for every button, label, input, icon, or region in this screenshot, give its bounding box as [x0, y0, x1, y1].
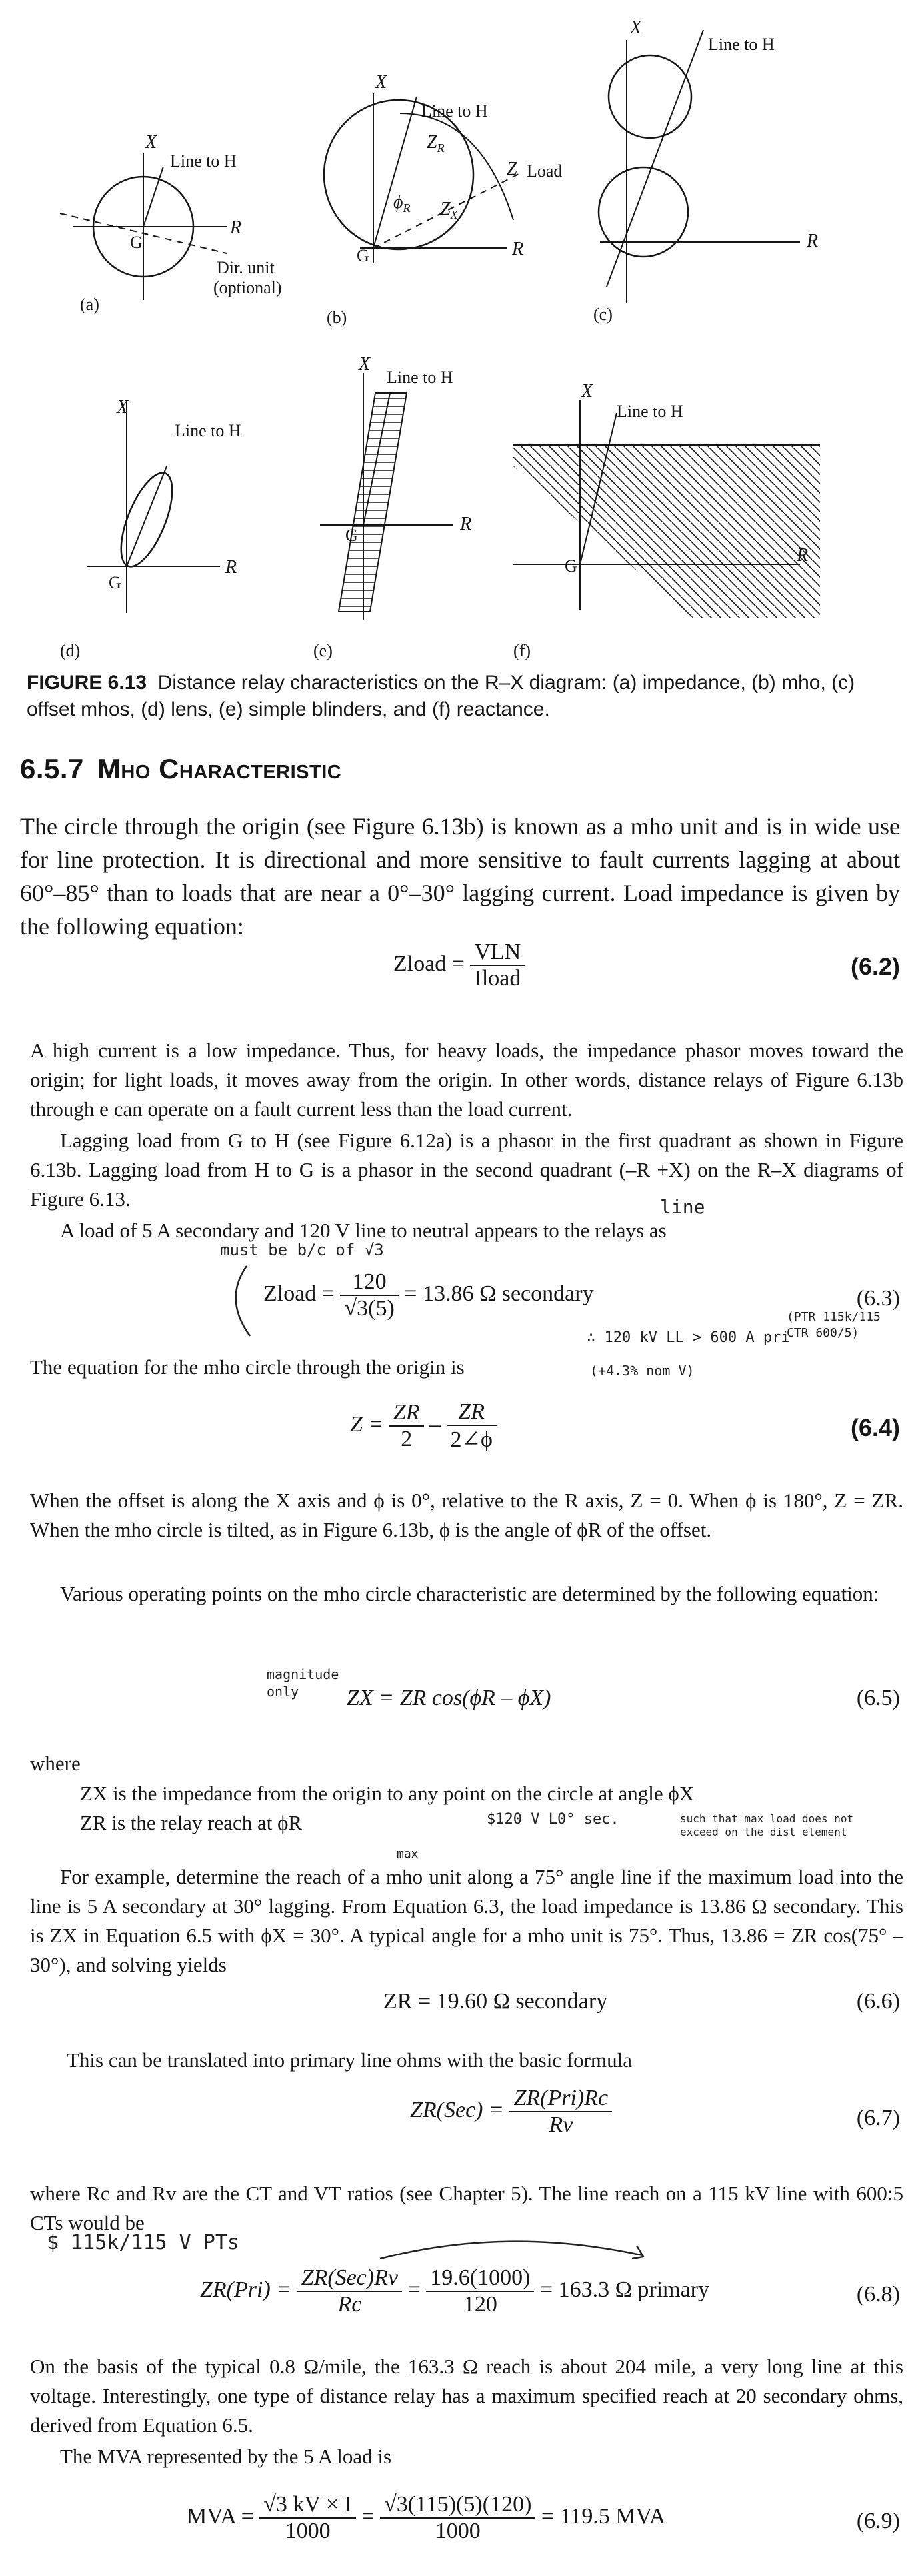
eq64-num2: ZR: [447, 1399, 497, 1426]
panel-b-line-label: Line to H: [421, 101, 488, 121]
panel-b-phi-label: $\phi_R$: [393, 192, 411, 215]
eq69-den1: 1000: [285, 2519, 331, 2543]
panel-f-letter: (f): [513, 641, 531, 660]
where-item-1: ZX is the impedance from the origin to any point on the circle at angle ϕX: [80, 1782, 695, 1805]
equation-6-8-label: (6.8): [856, 2282, 900, 2307]
panel-a-line-to-h: [143, 167, 163, 227]
paragraph-9: For example, determine the reach of a mho unit along a 75° angle line if the maximum load into the line is 5 A secondary at 30° lagging. From Equation 6.3, the load impedance is 13.86 Ω secondary. This is ZX in Equation 6.5 with ϕX = 30°. A typical angle for a mho unit is 75°. Thus, 13.86 = ZR cos(75° – 30°), and solving yields: [30, 1865, 903, 1976]
panel-d-origin: G: [109, 573, 121, 592]
panel-c-line-label: Line to H: [708, 35, 775, 54]
panel-e-line-label: Line to H: [387, 368, 453, 387]
panel-f-x-label: X: [581, 381, 593, 402]
eq68-lhs: ZR(Pri) =: [200, 2277, 292, 2302]
panel-b-x-label: X: [375, 72, 387, 93]
paragraph-3: Lagging load from G to H (see Figure 6.12a) is a phasor in the first quadrant as shown in Figure 6.13b. Lagging load from H to G is a phasor in the second quadrant (–R +X) on the R–X diagrams of Figure 6.13.: [30, 1129, 903, 1211]
eq63-num: 120: [340, 1269, 398, 1296]
equation-6-6-label: (6.6): [856, 1989, 900, 2014]
panel-a-letter: (a): [80, 295, 99, 314]
panel-a-line-label: Line to H: [170, 151, 237, 171]
equation-6-9: MVA = $\frac{√3 kV \times I}{1000}$ = $\frac{√3(115)(5)(120)}{1000}$ = 119.5 MVA: [187, 2492, 666, 2543]
panel-c-letter: (c): [593, 305, 613, 324]
paragraph-11: where Rc and Rv are the CT and VT ratios (see Chapter 5). The line reach on a 115 kV line with 600:5 CTs would be: [30, 2182, 903, 2234]
equation-6-2-label: (6.2): [850, 953, 900, 980]
eq69-num2: √3(115)(5)(120): [380, 2492, 535, 2519]
panel-e-x-label: X: [359, 354, 371, 374]
section-number: 6.5.7: [20, 753, 84, 784]
panel-a-r-label: R: [230, 217, 242, 238]
panel-c-lower-circle: [599, 167, 688, 257]
handwriting-arrow: [373, 2229, 653, 2269]
handwriting-120kv: ∴ 120 kV LL > 600 A pri: [587, 1329, 790, 1346]
equation-6-4-label: (6.4): [850, 1414, 900, 1441]
panel-c-x-label: X: [630, 17, 642, 38]
paragraph-12: On the basis of the typical 0.8 Ω/mile, the 163.3 Ω reach is about 204 mile, a very long line at this voltage. Interestingly, one type of distance relay has a maximum specified reach at 20 secondary ohms, derived from Equation 6.5.: [30, 2355, 903, 2437]
eq63-lhs: Zload =: [263, 1281, 335, 1306]
panel-e-line-to-h: [363, 393, 390, 525]
eq68-num2: 19.6(1000): [426, 2265, 534, 2292]
panel-b-mho-circle: [324, 100, 473, 249]
eq62-num: VLN: [470, 940, 525, 966]
eq63-rhs: = 13.86 Ω secondary: [404, 1281, 594, 1306]
panel-b: [324, 72, 562, 327]
eq68-num1: ZR(Sec)Rv: [297, 2265, 402, 2292]
handwriting-max: max: [397, 1847, 419, 1861]
paragraph-where: where: [30, 1752, 81, 1775]
equation-6-2: [393, 940, 525, 991]
where-item-2: ZR is the relay reach at ϕR: [80, 1811, 303, 1834]
eq69-rhs: = 119.5 MVA: [541, 2503, 666, 2529]
panel-a-dir-unit-label-1: Dir. unit: [217, 258, 275, 277]
paragraph-1: The circle through the origin (see Figure 6.13b) is known as a mho unit and is in wide use for line protection. It is directional and more sensitive to fault currents lagging at about 60°–85° than to loads that are near a 0°–30° lagging current. Load impedance is given by the following equation:: [20, 813, 900, 940]
panel-e-r-label: R: [460, 514, 472, 534]
eq62-lhs: Zload =: [393, 951, 465, 976]
equation-6-3: [263, 1269, 594, 1321]
handwriting-must-be: must be b/c of √3: [220, 1241, 384, 1259]
panel-d-r-label: R: [225, 557, 237, 578]
paragraph-5: The equation for the mho circle through the origin is: [30, 1355, 465, 1379]
handwriting-magnitude: magnitude only: [267, 1666, 339, 1700]
paragraph-4: A load of 5 A secondary and 120 V line to neutral appears to the relays as: [60, 1219, 667, 1242]
eq64-num1: ZR: [389, 1400, 424, 1427]
section-heading: [20, 753, 341, 785]
eq64-den2: 2∠ϕ: [450, 1427, 493, 1452]
figure-6-13: [0, 0, 920, 660]
equation-6-5: [347, 1686, 551, 1711]
figure-caption: [27, 670, 893, 723]
paragraph-6: When the offset is along the X axis and ϕ is 0°, relative to the R axis, Z = 0. When ϕ is 180°, Z = ZR. When the mho circle is tilted, as in Figure 6.13b, ϕ is the angle of ϕR of the offset.: [30, 1489, 903, 1541]
panel-b-load-label: Load: [527, 161, 563, 181]
panel-b-z-label: Z: [507, 159, 517, 179]
eq68-den2: 120: [463, 2292, 497, 2317]
panel-f-origin: G: [565, 556, 577, 576]
panel-d-line-label: Line to H: [175, 421, 241, 440]
panel-f-r-label: R: [797, 545, 809, 566]
panel-d-letter: (d): [60, 641, 81, 660]
paragraph-13: The MVA represented by the 5 A load is: [60, 2445, 392, 2468]
panel-d: [60, 397, 241, 660]
handwriting-120v-sec: $120 V L0° sec.: [487, 1811, 619, 1828]
equation-6-5-label: (6.5): [856, 1686, 900, 1710]
panel-a-origin: G: [130, 233, 143, 252]
panel-d-x-label: X: [117, 397, 129, 418]
panel-e: [313, 354, 471, 660]
panel-a: [60, 132, 282, 314]
eq66-text: ZR = 19.60 Ω secondary: [383, 1989, 608, 2014]
handwriting-nom-v: (+4.3% nom V): [590, 1363, 695, 1379]
paragraph-10: This can be translated into primary line ohms with the basic formula: [67, 2048, 632, 2072]
panel-c-r-label: R: [807, 231, 819, 251]
eq67-lhs: ZR(Sec) =: [410, 2097, 504, 2122]
panel-b-zx-label: $Z_X$: [440, 199, 458, 221]
eq62-den: Iload: [474, 966, 521, 991]
panel-c-line-to-h: [607, 30, 703, 287]
caption-text: Distance relay characteristics on the R–X diagram: (a) impedance, (b) mho, (c) offset mhos, (d) lens, (e) simple blinders, and (f) reactance.: [27, 672, 855, 720]
panel-b-load-arc: [400, 113, 513, 220]
panel-d-line-to-h: [127, 466, 167, 566]
eq64-lhs: Z =: [350, 1411, 384, 1437]
eq65-text: ZX = ZR cos(ϕR – ϕX): [347, 1686, 551, 1710]
panel-f: [507, 381, 827, 660]
caption-label: FIGURE 6.13: [27, 672, 147, 694]
eq68-den1: Rc: [337, 2292, 362, 2317]
panel-b-r-label: R: [512, 239, 524, 259]
section-title: Mho Characteristic: [97, 753, 342, 784]
equation-6-9-label: (6.9): [856, 2509, 900, 2533]
eq64-minus: –: [429, 1411, 441, 1437]
panel-b-zr-label: $Z_R$: [427, 132, 445, 155]
panel-b-letter: (b): [327, 308, 347, 327]
equation-6-7-label: (6.7): [856, 2106, 900, 2130]
eq64-den1: 2: [401, 1427, 413, 1451]
paragraph-7: Various operating points on the mho circle characteristic are determined by the following equation:: [60, 1582, 879, 1605]
panel-e-letter: (e): [313, 641, 333, 660]
eq69-lhs: MVA =: [187, 2503, 254, 2529]
eq68-rhs: = 163.3 Ω primary: [539, 2277, 710, 2302]
panel-d-lens: [111, 466, 183, 573]
equation-6-8: ZR(Pri) = $\frac{\text{ZR(Sec)Rv}}{Rc}$ = $\frac{19.6(1000)}{120}$ = 163.3 Ω primary: [200, 2265, 710, 2317]
handwriting-115k-pts: $ 115k/115 V PTs: [47, 2231, 239, 2254]
eq69-den2: 1000: [435, 2519, 481, 2543]
equation-6-4: [350, 1399, 497, 1453]
panel-f-line-label: Line to H: [617, 402, 683, 421]
equation-6-6: [383, 1989, 607, 2014]
panel-f-hatch: [507, 440, 827, 626]
handwriting-ptr: (PTR 115k/115 CTR 600/5): [787, 1310, 881, 1340]
paragraph-2: A high current is a low impedance. Thus, for heavy loads, the impedance phasor moves toward the origin; for light loads, it moves away from the origin. In other words, distance relays of Figure 6.13b through e can operate on a fault current less than the load current.: [30, 1039, 903, 1121]
panel-b-line-to-h: [373, 97, 417, 248]
handwriting-bracket: [220, 1263, 260, 1343]
panel-a-dir-unit-label-2: (optional): [213, 278, 282, 297]
eq67-num: ZR(Pri)Rc: [509, 2086, 612, 2112]
eq69-num1: √3 kV × I: [259, 2492, 356, 2519]
panel-c: [593, 17, 818, 324]
panel-e-origin: G: [345, 526, 358, 545]
panel-a-x-label: X: [145, 132, 157, 153]
equation-6-3-label: (6.3): [856, 1286, 900, 1311]
eq63-den: √3(5): [344, 1296, 395, 1321]
panel-b-origin: G: [357, 246, 369, 265]
handwriting-line: line: [660, 1196, 705, 1218]
equation-6-7: [410, 2086, 612, 2138]
handwriting-such-that: such that max load does not exceed on the dist element: [680, 1812, 854, 1838]
eq67-den: Rv: [549, 2112, 573, 2137]
